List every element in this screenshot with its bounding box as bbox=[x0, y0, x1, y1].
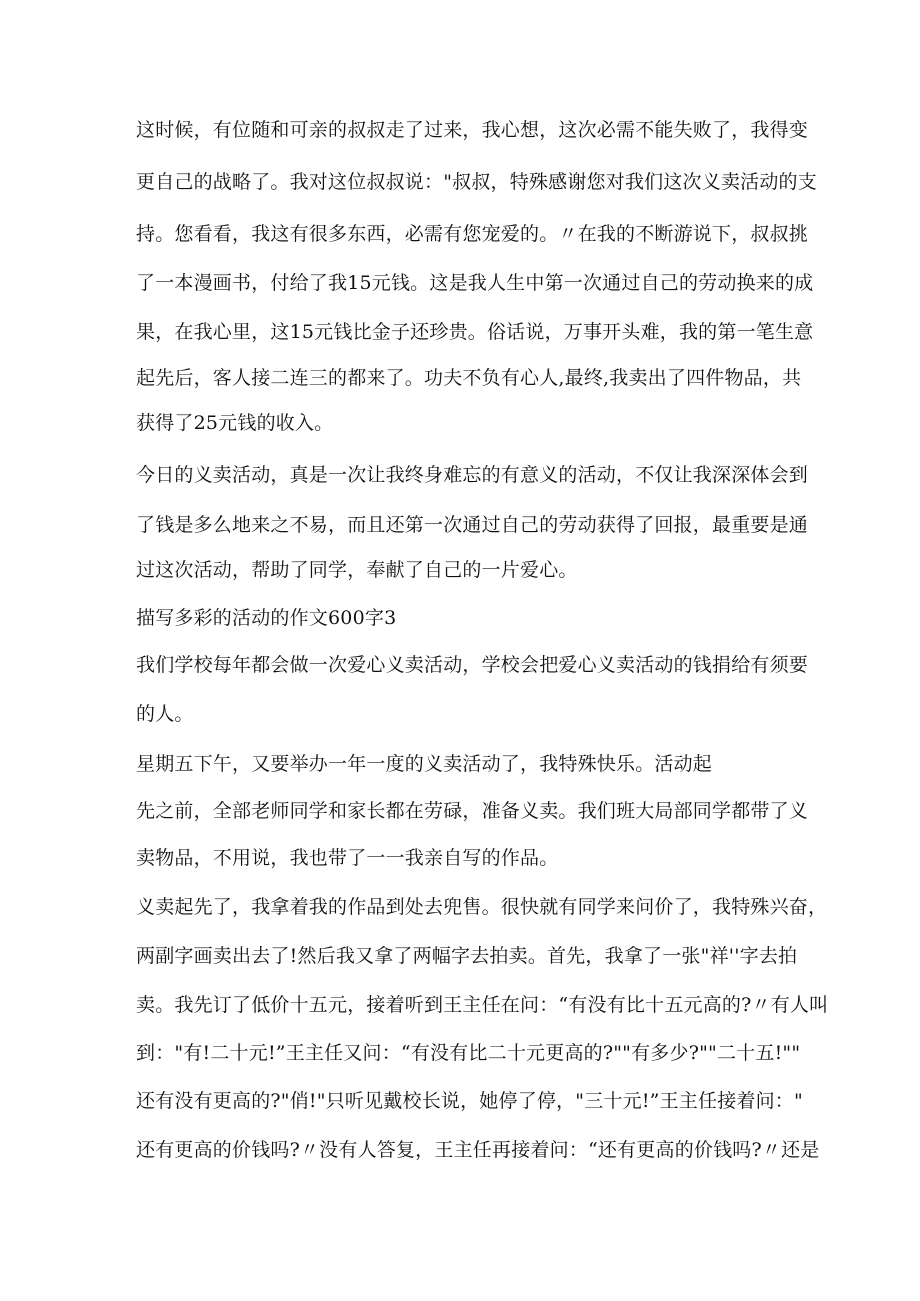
text-line: 两副字画卖出去了!然后我又拿了两幅字去拍卖。首先，我拿了一张"祥''字去拍 bbox=[136, 945, 798, 967]
text-line: 这时候，有位随和可亲的叔叔走了过来，我心想，这次必需不能失败了，我得变 bbox=[136, 119, 809, 141]
text-line: 义卖起先了，我拿着我的作品到处去兜售。很快就有同学来问价了，我特殊兴奋， bbox=[136, 896, 828, 918]
text-line: 起先后，客人接二连三的都来了。功夫不负有心人,最终,我卖出了四件物品，共 bbox=[136, 367, 802, 389]
text-line: 卖物品，不用说，我也带了一一我亲自写的作品。 bbox=[136, 847, 559, 869]
text-line: 持。您看看，我这有很多东西，必需有您宠爱的。〃在我的不断游说下，叔叔挑 bbox=[136, 223, 809, 245]
text-line: 更自己的战略了。我对这位叔叔说："叔叔，特殊感谢您对我们这次义卖活动的支 bbox=[136, 171, 817, 193]
text-line: 的人。 bbox=[136, 703, 194, 725]
text-line: 果，在我心里，这15元钱比金子还珍贵。俗话说，万事开头难，我的第一笔生意 bbox=[136, 321, 814, 343]
text-line: 先之前，全部老师同学和家长都在劳碌，准备义卖。我们班大局部同学都带了义 bbox=[136, 800, 809, 822]
text-line: 还有更高的价钱吗?〃没有人答复，王主任再接着问：“还有更高的价钱吗?〃还是 bbox=[136, 1139, 820, 1161]
text-line: 星期五下午，又要举办一年一度的义卖活动了，我特殊快乐。活动起 bbox=[136, 753, 713, 775]
text-line: 过这次活动，帮助了同学，奉献了自己的一片爱心。 bbox=[136, 559, 578, 581]
text-line: 卖。我先订了低价十五元，接着听到王主任在问：“有没有比十五元高的?〃有人叫 bbox=[136, 994, 829, 1016]
text-line: 还有没有更高的?"俏!"只听见戴校长说，她停了停，"三十元!”王主任接着问：" bbox=[136, 1090, 803, 1112]
text-line: 了一本漫画书，付给了我15元钱。这是我人生中第一次通过自己的劳动换来的成 bbox=[136, 272, 814, 294]
section-heading: 描写多彩的活动的作文600字3 bbox=[136, 607, 397, 629]
text-line: 到："有!二十元!”王主任又问：“有没有比二十元更高的?""有多少?""二十五!"" bbox=[136, 1042, 801, 1064]
text-line: 获得了25元钱的收入。 bbox=[136, 412, 334, 434]
text-line: 了钱是多么地来之不易，而且还第一次通过自己的劳动获得了回报，最重要是通 bbox=[136, 514, 809, 536]
text-line: 今日的义卖活动，真是一次让我终身难忘的有意义的活动，不仅让我深深体会到 bbox=[136, 464, 809, 486]
text-line: 我们学校每年都会做一次爱心义卖活动，学校会把爱心义卖活动的钱捐给有须要 bbox=[136, 654, 809, 676]
